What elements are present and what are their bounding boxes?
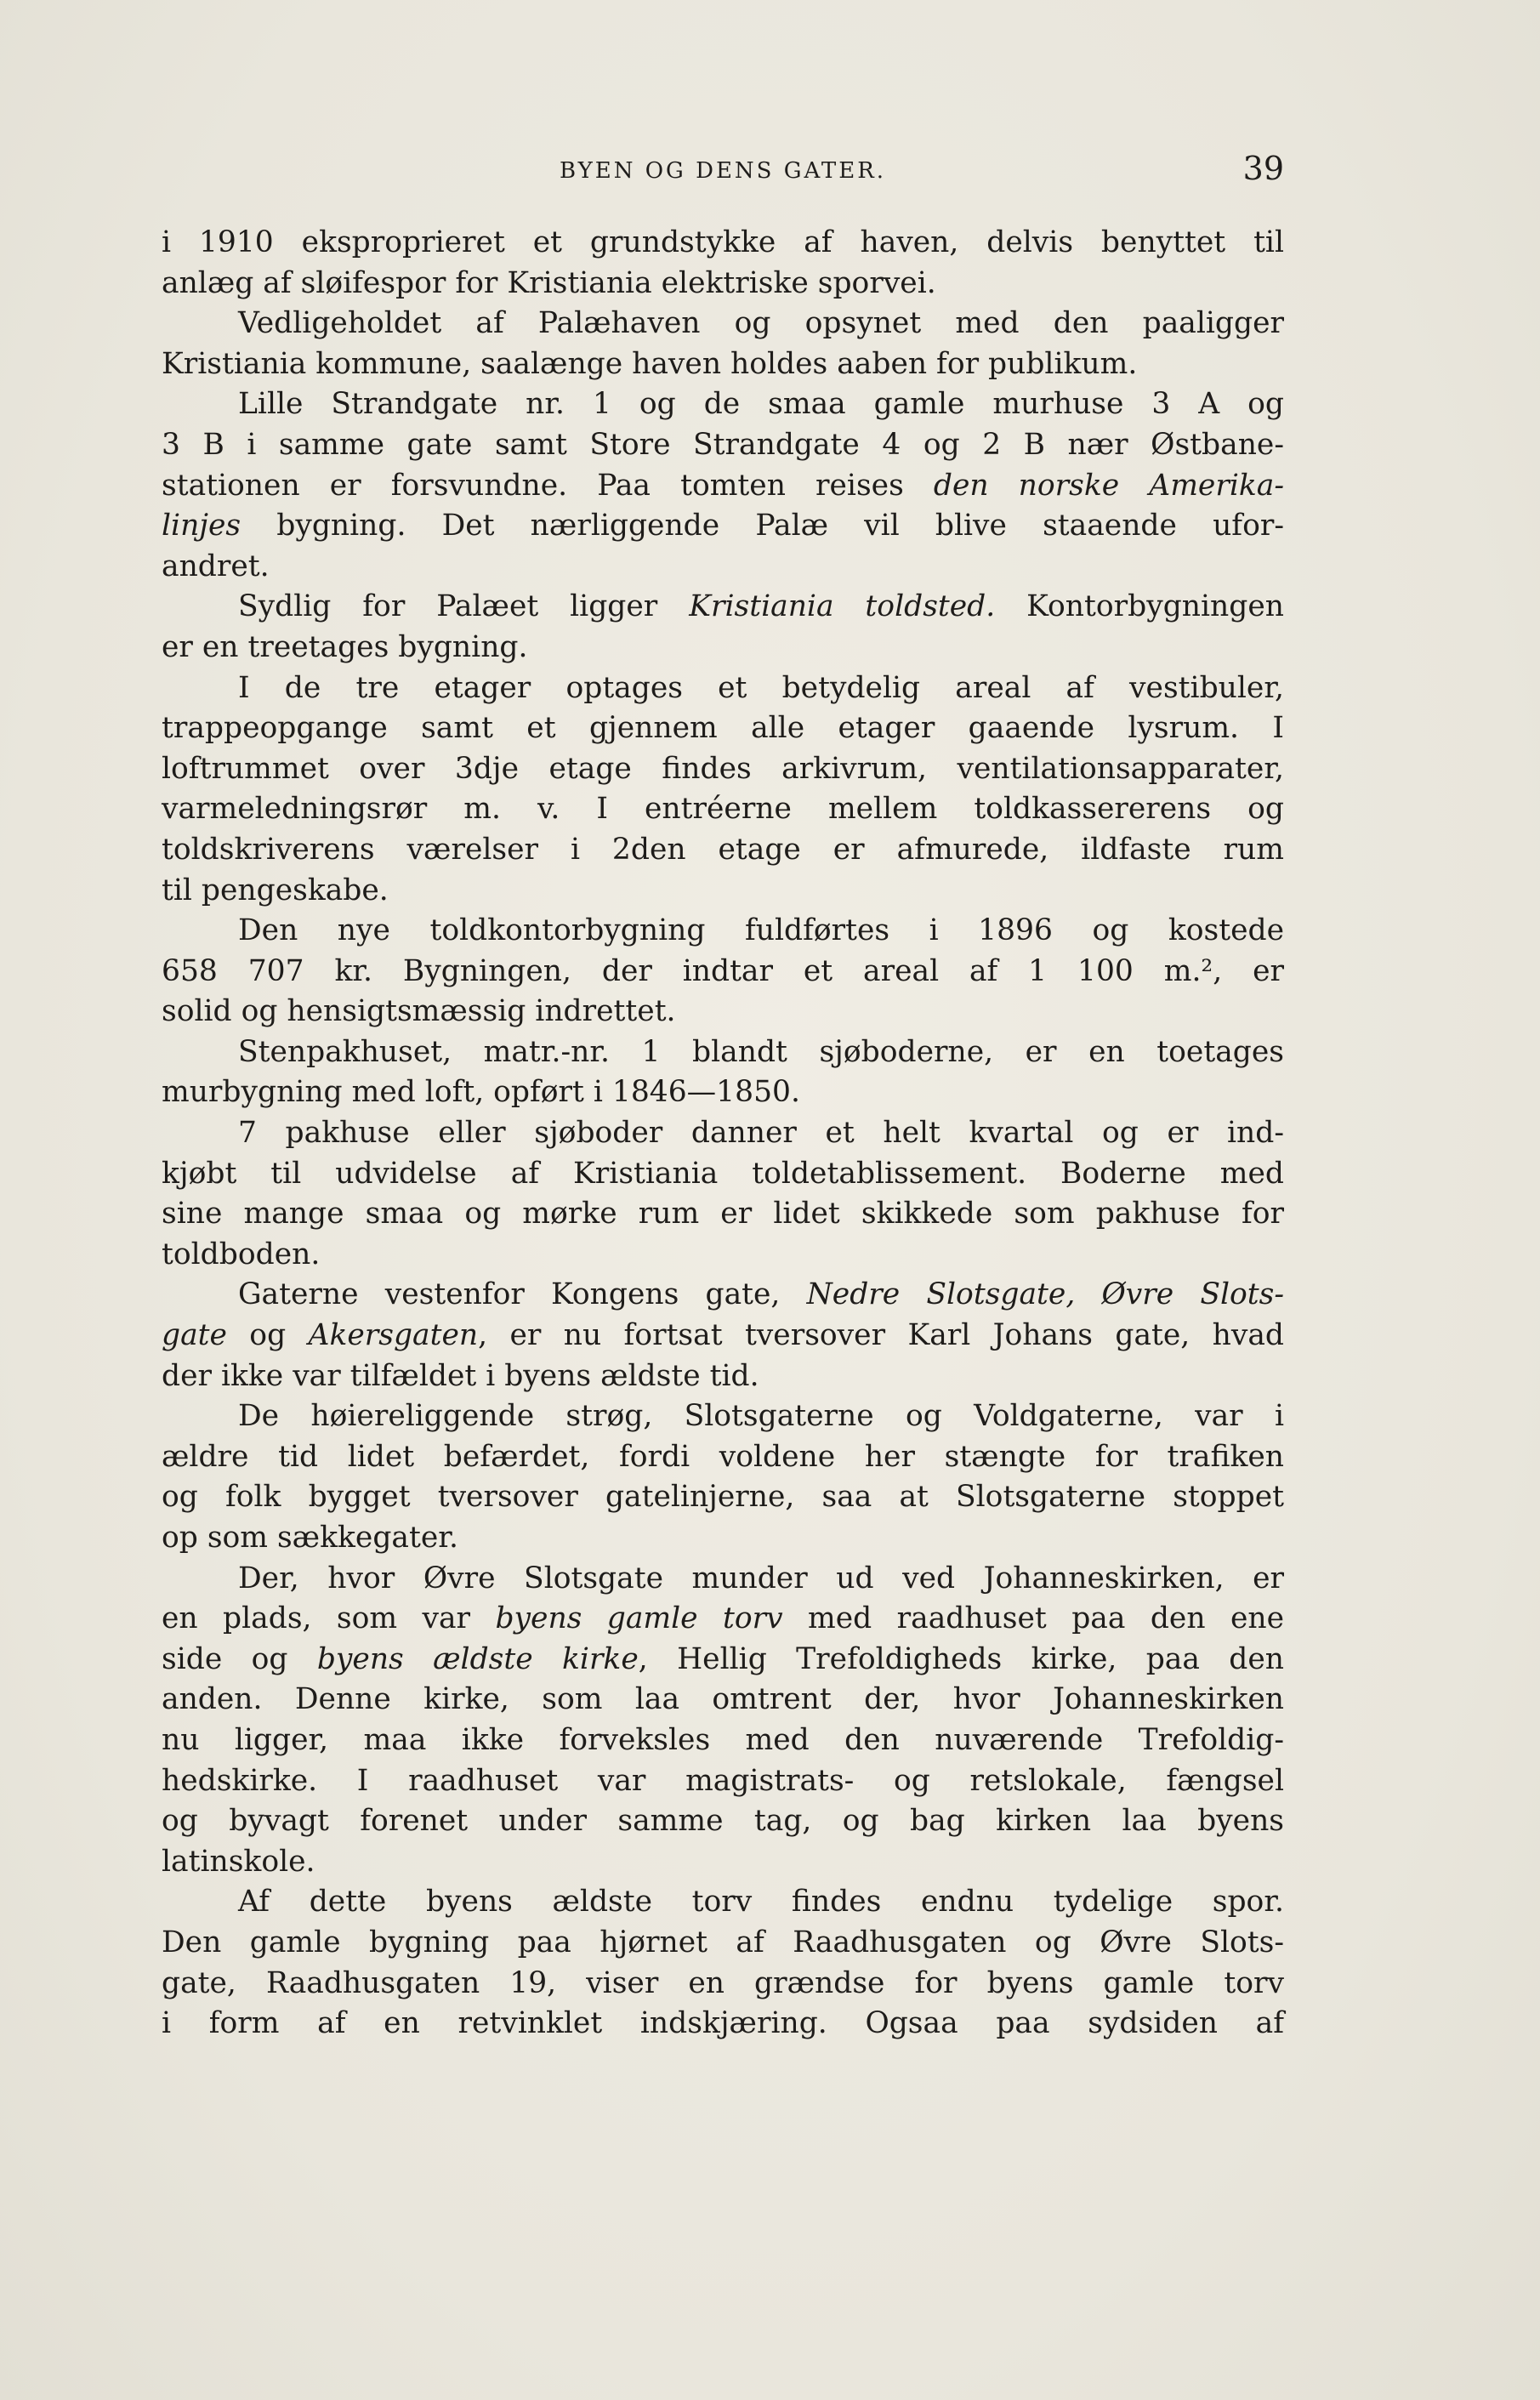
text-line [162, 952, 1284, 992]
text-run: De høiereliggende strøg, Slotsgaterne og Voldgaterne, var i [238, 1399, 1284, 1434]
text-line [162, 830, 1284, 871]
text-line [162, 1599, 1284, 1640]
text-line [162, 1761, 1284, 1802]
text-run: gate, Raadhusgaten 19, viser en grændse for byens gamle torv [162, 1965, 1284, 2000]
text-run: 3 B i samme gate samt Store Strandgate 4 og 2 B nær Østbane- [162, 427, 1284, 462]
text-run: I de tre etager optages et betydelig areal af vestibuler, [238, 670, 1284, 705]
text-run: Den nye toldkontorbygning fuldførtes i 1896 og kostede [238, 913, 1284, 948]
text-run: Lille Strandgate nr. 1 og de smaa gamle murhuse 3 A og [238, 387, 1284, 422]
text-run: Den gamle bygning paa hjørnet af Raadhusgaten og Øvre Slots- [162, 1925, 1284, 1959]
text-run: Gaterne vestenfor Kongens gate, [238, 1277, 807, 1312]
text-run: varmeledningsrør m. v. I entréerne mellem toldkassererens og [162, 792, 1284, 827]
text-run: i 1910 eksproprieret et grundstykke af haven, delvis benyttet til [162, 225, 1284, 259]
text-line [162, 547, 1284, 588]
text-run: i form af en retvinklet indskjæring. Ogsaa paa sydsiden af [162, 2006, 1284, 2041]
text-line [162, 1680, 1284, 1720]
text-line [162, 992, 1284, 1032]
text-line [162, 1154, 1284, 1195]
text-run: sine mange smaa og mørke rum er lidet skikkede som pakhuse for [162, 1197, 1284, 1231]
text-run: og byvagt forenet under samme tag, og bag kirken laa byens [162, 1804, 1284, 1839]
text-run: Stenpakhuset, matr.-nr. 1 blandt sjøboderne, er en toetages [238, 1034, 1284, 1069]
text-line [162, 2004, 1284, 2045]
text-run: kjøbt til udvidelse af Kristiania toldetablissement. Boderne med [162, 1156, 1284, 1191]
text-run: , Hellig Trefoldigheds kirke, paa den [638, 1641, 1285, 1676]
text-line [162, 384, 1284, 425]
text-run: hedskirke. I raadhuset var magistrats- og retslokale, fængsel [162, 1763, 1284, 1798]
text-run: en plads, som var [162, 1601, 496, 1636]
text-run: andret. [162, 549, 270, 583]
body-text [162, 223, 1284, 2045]
text-line [162, 1275, 1284, 1316]
text-run: stationen er forsvundne. Paa tomten reises [162, 468, 934, 503]
text-run: trappeopgange samt et gjennem alle etager gaaende lysrum. I [162, 711, 1284, 746]
text-run: der ikke var tilfældet i byens ældste tid. [162, 1358, 759, 1393]
page-number: 39 [1242, 150, 1284, 187]
text-run: bygning. Det nærliggende Palæ vil blive staaende ufor- [241, 509, 1284, 543]
italic-text: byens ældste kirke [316, 1641, 639, 1676]
text-line [162, 264, 1284, 304]
text-line [162, 1640, 1284, 1681]
text-line [162, 1801, 1284, 1842]
text-line [162, 708, 1284, 749]
text-run: Der, hvor Øvre Slotsgate munder ud ved Johanneskirken, er [238, 1561, 1284, 1595]
text-line [162, 1923, 1284, 1964]
italic-text: Kristiania toldsted. [689, 589, 996, 624]
text-line [162, 871, 1284, 912]
italic-text: gate [162, 1318, 227, 1353]
text-run: og folk bygget tversover gatelinjerne, saa at Slotsgaterne stoppet [162, 1480, 1284, 1515]
text-line [162, 668, 1284, 709]
text-run: toldskriverens værelser i 2den etage er afmurede, ildfaste rum [162, 832, 1284, 867]
text-line [162, 1316, 1284, 1356]
text-line [162, 1072, 1284, 1113]
text-run: latinskole. [162, 1844, 315, 1879]
text-run: Kontorbygningen [995, 589, 1284, 624]
text-line [162, 749, 1284, 790]
text-run: Vedligeholdet af Palæhaven og opsynet med den paaligger [238, 306, 1284, 341]
text-line [162, 1518, 1284, 1559]
text-line [162, 1356, 1284, 1397]
text-run: ældre tid lidet befærdet, fordi voldene her stængte for trafiken [162, 1439, 1284, 1474]
text-run: 7 pakhuse eller sjøboder danner et helt kvartal og er ind- [238, 1116, 1284, 1151]
text-line [162, 344, 1284, 385]
italic-text: Akersgaten [308, 1318, 479, 1353]
text-line [162, 1396, 1284, 1437]
text-run: Sydlig for Palæet ligger [238, 589, 690, 624]
text-run: murbygning med loft, opført i 1846—1850. [162, 1075, 800, 1110]
text-run: nu ligger, maa ikke forveksles med den nuværende Trefoldig- [162, 1722, 1284, 1757]
text-line [162, 1842, 1284, 1883]
running-head: BYEN OG DENS GATER. [559, 158, 887, 184]
text-line [162, 1882, 1284, 1923]
italic-text: Nedre Slotsgate, Øvre Slots- [806, 1277, 1284, 1312]
text-line [162, 1720, 1284, 1761]
text-run: og [226, 1318, 309, 1353]
text-line [162, 466, 1284, 507]
text-run: side og [162, 1641, 317, 1676]
text-line [162, 911, 1284, 952]
text-line [162, 587, 1284, 628]
text-run: loftrummet over 3dje etage findes arkivrum, ventilationsapparater, [162, 751, 1284, 786]
text-line [162, 1194, 1284, 1235]
text-run: med raadhuset paa den ene [782, 1601, 1285, 1636]
text-line [162, 1437, 1284, 1478]
text-run: Af dette byens ældste torv findes endnu tydelige spor. [238, 1885, 1284, 1919]
text-run: solid og hensigtsmæssig indrettet. [162, 994, 676, 1029]
text-line [162, 1235, 1284, 1276]
italic-text: den norske Amerika- [933, 468, 1284, 503]
text-line [162, 1113, 1284, 1154]
text-run: er en treetages bygning. [162, 629, 528, 664]
text-run: anden. Denne kirke, som laa omtrent der, hvor Johanneskirken [162, 1682, 1284, 1717]
text-line [162, 1964, 1284, 2005]
text-line [162, 789, 1284, 830]
page-header [162, 150, 1284, 192]
text-line [162, 506, 1284, 547]
italic-text: linjes [162, 509, 242, 543]
text-run: anlæg af sløifespor for Kristiania elektriske sporvei. [162, 265, 936, 300]
text-run: , er nu fortsat tversover Karl Johans gate, hvad [478, 1318, 1284, 1353]
text-run: 658 707 kr. Bygningen, der indtar et areal af 1 100 m.², er [162, 953, 1284, 988]
text-line [162, 223, 1284, 264]
text-line [162, 1477, 1284, 1518]
text-line [162, 1559, 1284, 1600]
text-line [162, 1032, 1284, 1073]
text-line [162, 628, 1284, 668]
text-line [162, 304, 1284, 344]
text-run: til pengeskabe. [162, 873, 389, 907]
text-run: op som sækkegater. [162, 1521, 458, 1555]
italic-text: byens gamle torv [495, 1601, 783, 1636]
text-line [162, 425, 1284, 466]
text-run: Kristiania kommune, saalænge haven holdes aaben for publikum. [162, 346, 1138, 381]
text-run: toldboden. [162, 1237, 321, 1271]
